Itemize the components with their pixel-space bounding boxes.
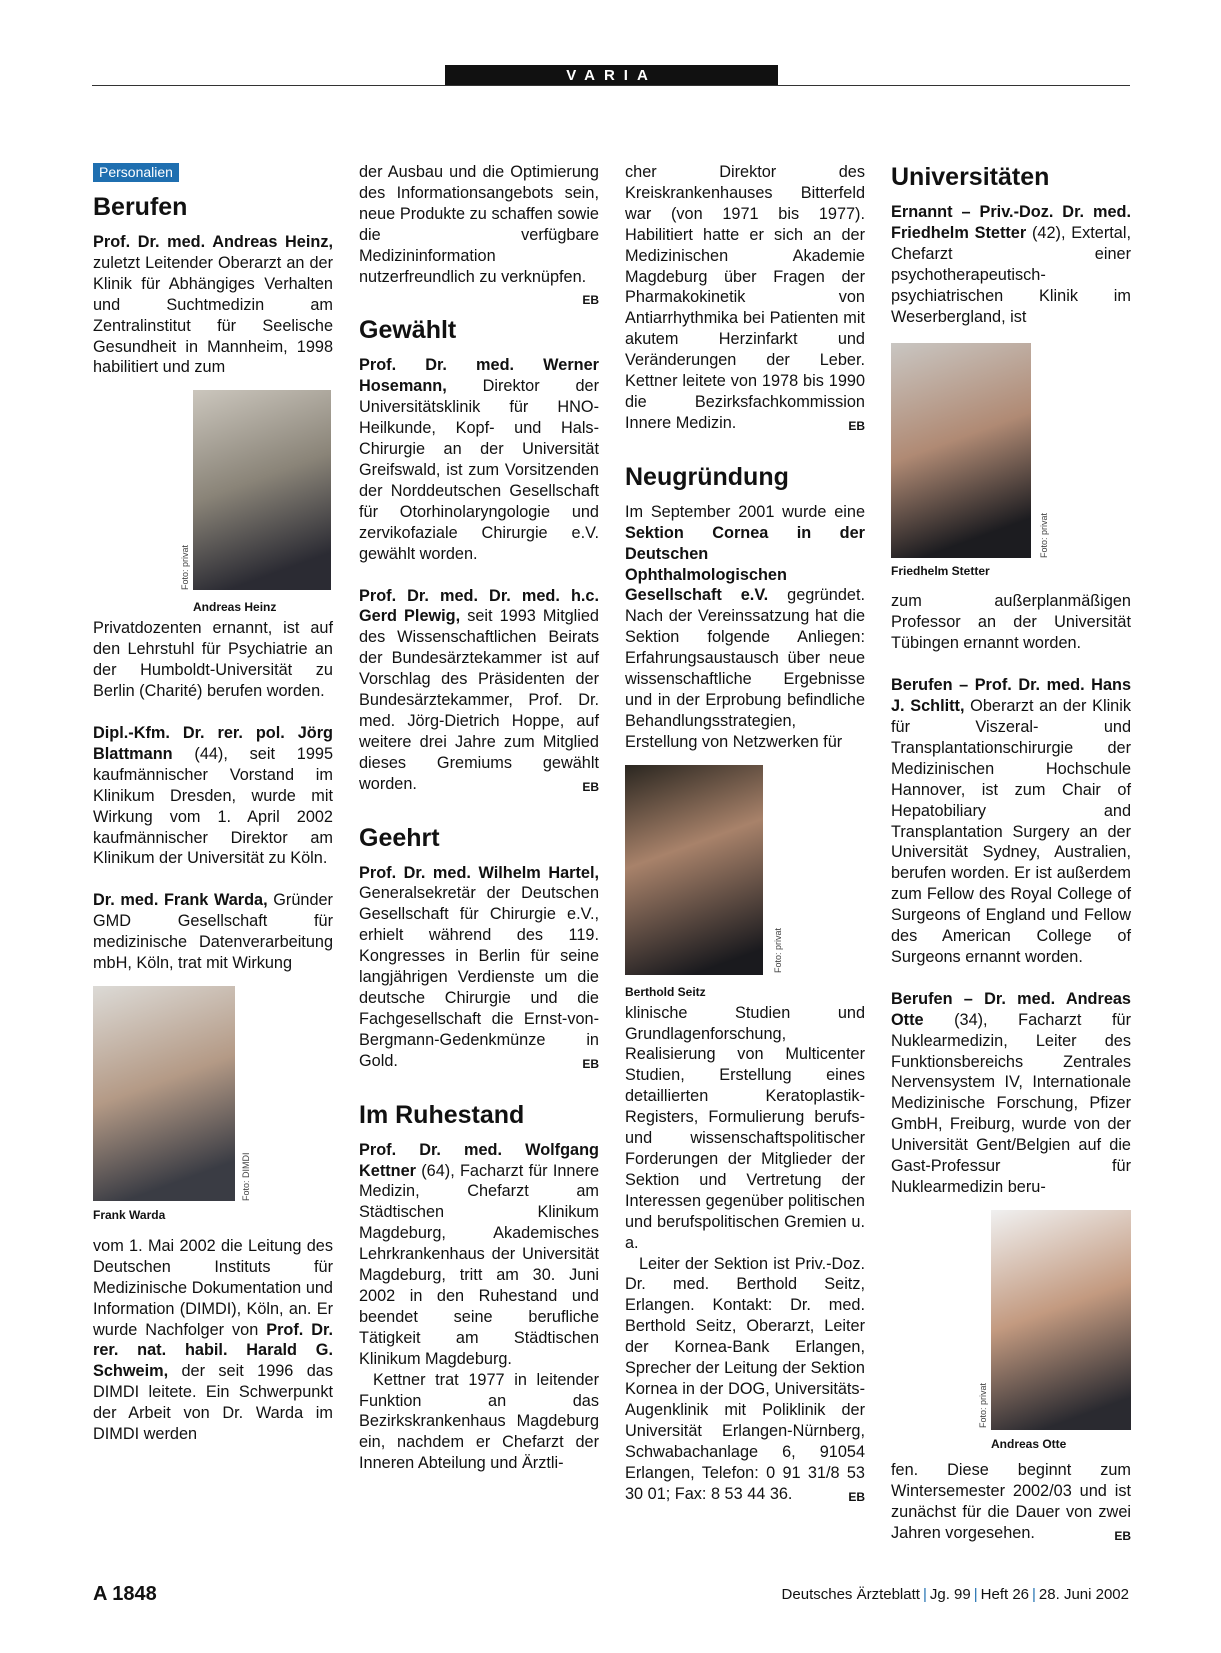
- heading-berufen: Berufen: [93, 193, 188, 221]
- journal-volume: Jg. 99: [929, 1586, 971, 1603]
- column-2: [359, 162, 599, 1474]
- portrait-seitz-photo: [625, 765, 763, 975]
- separator: |: [1032, 1586, 1036, 1603]
- entry-plewig: Prof. Dr. med. Dr. med. h.c. Gerd Plewig, seit 1993 Mitglied des Wissenschaftlichen Beirats der Bundesärztekammer ist auf Vorschlag des Präsidenten der Bundesärztekammer, Prof. Dr. med. Jörg-Dietrich Hoppe, auf weitere drei Jahre zum Mitglied dieses Gremiums gewählt worden. EB: [359, 586, 599, 795]
- portrait-warda-photo: [93, 986, 235, 1201]
- author-initials: EB: [582, 779, 599, 794]
- journal-date: 28. Juni 2002: [1038, 1586, 1129, 1603]
- photo-credit: Foto: DIMDI: [241, 1152, 251, 1201]
- journal-issue: Heft 26: [980, 1586, 1030, 1603]
- photo-caption: Friedhelm Stetter: [891, 564, 990, 579]
- photo-caption: Andreas Otte: [991, 1436, 1067, 1451]
- photo-credit: Foto: privat: [180, 545, 190, 591]
- figure-stetter: [891, 343, 1131, 591]
- heading-ruhestand: Im Ruhestand: [359, 1100, 525, 1129]
- journal-name: Deutsches Ärzteblatt: [781, 1586, 920, 1603]
- heading-universitaeten: Universitäten: [891, 163, 1050, 191]
- figure-seitz: [625, 765, 865, 1003]
- column-1: [93, 162, 333, 1445]
- entry-sektion-cont: klinische Studien und Grundlagenforschung, Realisierung von Multicenter Studien, Erstellung eines detaillierten Keratoplastik-Registers, Formulierung berufs- und wissenschaftspolitischer Forderungen der Mitglieder der Sektion und Vertretung der Interessen gegenüber politischen und berufspolitischen Gremien u. a.: [625, 1003, 865, 1252]
- column-4: [891, 162, 1131, 1547]
- author-initials: EB: [582, 1056, 599, 1071]
- separator: |: [922, 1586, 927, 1603]
- photo-credit: Foto: privat: [1039, 513, 1049, 559]
- author-initials: EB: [582, 293, 599, 308]
- entry-otte: Berufen – Dr. med. Andreas Otte (34), Facharzt für Nuklearmedizin, Leiter des Funktionsbereichs Zentrales Nervensystem IV, Internationale Medizinische Forschung, Pfizer GmbH, Freiburg, wurde von der Universität Gent/Belgien auf die Gast-Professur für Nuklearmedizin beru-: [891, 989, 1131, 1196]
- photo-credit: Foto: privat: [773, 927, 783, 973]
- entry-stetter-cont: zum außerplanmäßigen Professor an der Universität Tübingen ernannt worden.: [891, 592, 1131, 653]
- portrait-stetter-photo: [891, 343, 1031, 558]
- entry-kettner-cont: Kettner trat 1977 in leitender Funktion an das Bezirkskrankenhaus Magdeburg ein, nachdem er Chefarzt der Inneren Abteilung und Ärztli-: [359, 1370, 599, 1473]
- author-initials: EB: [1114, 1528, 1131, 1543]
- heading-geehrt: Geehrt: [359, 823, 440, 852]
- figure-otte: [891, 1210, 1131, 1460]
- figure-heinz: [93, 390, 333, 618]
- column-3: [625, 162, 865, 1507]
- category-tag: Personalien: [93, 163, 179, 182]
- photo-caption: Berthold Seitz: [625, 984, 706, 999]
- entry-hosemann: Prof. Dr. med. Werner Hosemann, Direktor der Universitätsklinik für HNO-Heilkunde, Kopf- und Hals-Chirurgie an der Universität Greifswald, ist zum Vorsitzenden der Norddeutschen Gesellschaft für Otorhinolaryngologie und zervikofaziale Chirurgie e.V. gewählt worden.: [359, 356, 599, 563]
- entry-blattmann: Dipl.-Kfm. Dr. rer. pol. Jörg Blattmann (44), seit 1995 kaufmännischer Vorstand im Klinikum Dresden, wurde mit Wirkung vom 1. April 2002 kaufmännischer Direktor am Klinikum der Universität zu Köln.: [93, 723, 333, 868]
- entry-heinz-cont: Privatdozenten ernannt, ist auf den Lehrstuhl für Psychiatrie an der Humboldt-Universität zu Berlin (Charité) berufen worden.: [93, 619, 333, 701]
- entry-heinz: Prof. Dr. med. Andreas Heinz, zuletzt Leitender Oberarzt an der Klinik für Abhängiges Verhalten und Suchtmedizin am Zentralinstitut für Seelische Gesundheit in Mannheim, 1998 habilitiert und zum: [93, 233, 333, 377]
- entry-stetter: Ernannt – Priv.-Doz. Dr. med. Friedhelm Stetter (42), Extertal, Chefarzt einer psychotherapeutisch-psychiatrischen Klinik im Weserbergland, ist: [891, 203, 1131, 326]
- separator: |: [973, 1586, 978, 1603]
- photo-caption: Andreas Heinz: [193, 600, 277, 615]
- header-rule: [92, 85, 1130, 86]
- heading-neugruendung: Neugründung: [625, 462, 789, 491]
- figure-warda: [93, 986, 333, 1236]
- portrait-otte-photo: [991, 1210, 1131, 1430]
- entry-kettner-end: cher Direktor des Kreiskrankenhauses Bitterfeld war (von 1971 bis 1977). Habilitiert hatte er sich an der Medizinischen Akademie Magdeburg über Fragen der Pharmakokinetik von Antiarrhythmika bei Patienten mit akutem Herzinfarkt und Veränderungen der Leber. Kettner leitete von 1978 bis 1990 die Bezirksfachkommission Innere Medizin. EB: [625, 162, 865, 434]
- photo-caption: Frank Warda: [93, 1207, 166, 1222]
- photo-credit: Foto: privat: [978, 1382, 988, 1428]
- entry-otte-cont: fen. Diese beginnt zum Wintersemester 2002/03 und ist zunächst für die Dauer von zwei Jahren vorgesehen. EB: [891, 1460, 1131, 1544]
- entry-warda-end: der Ausbau und die Optimierung des Informationsangebots sein, neue Produkte zu schaffen sowie die verfügbare Medizininformation nutzerfreundlich zu verknüpfen. EB: [359, 162, 599, 287]
- heading-gewaehlt: Gewählt: [359, 316, 457, 345]
- section-header: VARIA: [445, 65, 778, 86]
- entry-sektion-cornea: Im September 2001 wurde eine Sektion Cornea in der Deutschen Ophthalmologischen Gesellschaft e.V. gegründet. Nach der Vereinssatzung hat die Sektion folgende Anliegen: Erfahrungsaustausch über neue wissenschaftliche Ergebnisse und in der Erprobung befindliche Behandlungsstrategien, Erstellung von Netzwerken für: [625, 502, 865, 751]
- journal-info: [782, 1586, 1129, 1603]
- entry-sektion-contact: Leiter der Sektion ist Priv.-Doz. Dr. med. Berthold Seitz, Erlangen. Kontakt: Dr. med. Berthold Seitz, Oberarzt, Leiter der Kornea-Bank Erlangen, Sprecher der Leitung der Sektion Kornea in der DOG, Universitäts-Augenklinik mit Poliklinik der Universität Erlangen-Nürnberg, Schwabachanlage 6, 91054 Erlangen, Telefon: 0 91 31/8 53 30 01; Fax: 8 53 44 36. EB: [625, 1254, 865, 1505]
- page-number: A 1848: [93, 1583, 157, 1605]
- portrait-heinz-photo: [193, 390, 331, 590]
- entry-hartel: Prof. Dr. med. Wilhelm Hartel, Generalsekretär der Deutschen Gesellschaft für Chirurgie e.V., erhielt während des 119. Kongresses in Berlin für seine langjährigen Verdienste um die deutsche Chirurgie und die Fachgesellschaft die Ernst-von-Bergmann-Gedenkmünze in Gold. EB: [359, 863, 599, 1072]
- entry-warda-cont: vom 1. Mai 2002 die Leitung des Deutschen Instituts für Medizinische Dokumentation und Information (DIMDI), Köln, an. Er wurde Nachfolger von Prof. Dr. rer. nat. habil. Harald G. Schweim, der seit 1996 das DIMDI leitete. Ein Schwerpunkt der Arbeit von Dr. Warda im DIMDI werden: [93, 1236, 334, 1444]
- entry-schlitt: Berufen – Prof. Dr. med. Hans J. Schlitt, Oberarzt an der Klinik für Viszeral- und Transplantationschirurgie der Medizinischen Hochschule Hannover, ist zum Chair of Hepatobiliary and Transplantation Surgery an der Universität Sydney, Australien, berufen worden. Er ist außerdem zum Fellow des Royal College of Surgeons of England und Fellow des American College of Surgeons ernannt worden.: [891, 676, 1131, 966]
- author-initials: EB: [848, 418, 865, 433]
- entry-warda: Dr. med. Frank Warda, Gründer GMD Gesellschaft für medizinische Datenverarbeitung mbH, Köln, trat mit Wirkung: [93, 891, 333, 973]
- author-initials: EB: [848, 1489, 865, 1504]
- entry-kettner: Prof. Dr. med. Wolfgang Kettner (64), Facharzt für Innere Medizin, Chefarzt am Städtischen Klinikum Magdeburg, Akademisches Lehrkrankenhaus der Universität Magdeburg, tritt am 30. Juni 2002 in den Ruhestand und beendet seine berufliche Tätigkeit am Städtischen Klinikum Magdeburg.: [359, 1140, 599, 1368]
